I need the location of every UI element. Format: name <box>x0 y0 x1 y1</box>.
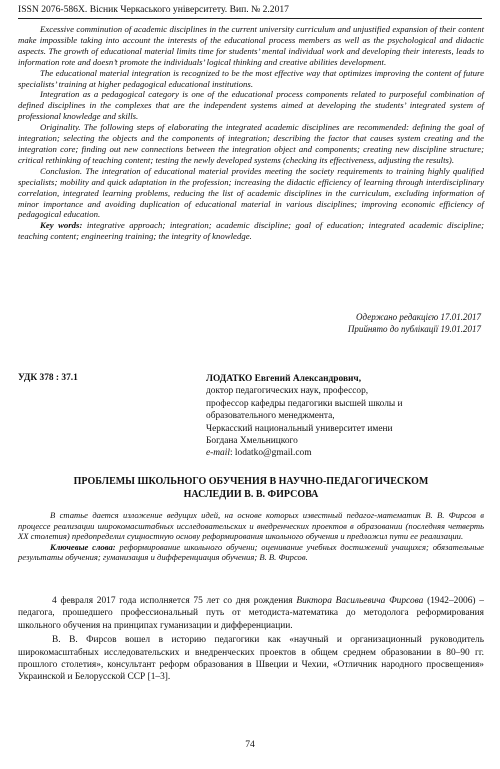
abstract-en-paragraph: Integration as a pedagogical category is one of the educational process components related to purposeful combination of defined disciplines in the complexes that are the independent systems aimed at developing the students’ integrated system of professional knowledge and skills. <box>18 89 484 122</box>
russian-abstract <box>18 510 484 563</box>
keywords-ru <box>18 542 484 563</box>
article-body <box>18 595 484 686</box>
abstract-en-paragraph: Conclusion. The integration of educational material provides meeting the society requirements to training highly qualified specialists; mobility and quick adaptation in the profession; increasing the didactic efficiency of learning through interdisciplinary correlation, integrated learning problems, reducing the list of academic disciplines in the curriculum, excluding information of minor importance and avoiding duplication of educational material in various disciplines; improving economic efficiency of pedagogical education. <box>18 165 484 220</box>
author-block <box>206 373 486 460</box>
keywords-ru-label: Ключевые слова: <box>50 541 116 552</box>
email-link[interactable]: : lodatko@gmail.com <box>229 448 312 459</box>
abstract-en-paragraph: Originality. The following steps of elaborating the integrated academic disciplines are recommended: defining the goal of integration; selecting the objects and the components of integration; describing the factor that causes system creating and the integration core; finding out new connections between the integration object and components; creating new discipline structure; critical rethinking of teaching content; testing the newly developed systems (checking its effectiveness, adjusting the results). <box>18 122 484 165</box>
author-email <box>206 447 486 459</box>
keywords-en-label: Key words: <box>40 220 83 231</box>
article-title <box>18 475 484 501</box>
keywords-en <box>18 220 484 242</box>
abstract-en-paragraph: Excessive comminution of academic disciplines in the current university curriculum and unjustified expansion of their content make impossible taking into account the interests of the educational process members as well as the psychological and didactic aspects. The growth of educational material limits time for students’ mental individual work and developing their interests, leads to information rote and doesn’t promote the individuals’ logical thinking and creative abilities development. <box>18 24 484 67</box>
english-abstract <box>18 24 484 242</box>
article-title-line: НАСЛЕДИИ В. В. ФИРСОВА <box>183 489 319 500</box>
received-date: Одержано редакцією 17.01.2017 <box>356 312 481 322</box>
abstract-en-paragraph: The educational material integration is recognized to be the most effective way that optimizes improving the content of future specialists’ training at higher pedagogical educational institutions. <box>18 67 484 89</box>
author-affiliation-line: образовательного менеджмента, <box>206 411 335 422</box>
running-head: ISSN 2076-586X. Вісник Черкаського університету. Вип. № 2.2017 <box>18 3 482 19</box>
publication-dates <box>181 311 481 335</box>
author-name: ЛОДАТКО Евгений Александрович, <box>206 374 362 384</box>
author-affiliation-line: Богдана Хмельницкого <box>206 436 298 447</box>
body-paragraph: В. В. Фирсов вошел в историю педагогики как «научный и организационный руководитель широкомасштабных исследовательских и внедренческих проектов в общем среднем образовании в 80–90 гг. прошлого столетия», консультант реформ образования в Швеции и Чехии, «Отличник народного просвещения» Украинской и Белорусской ССР [1–3]. <box>18 635 484 683</box>
accepted-date: Прийнято до публікації 19.01.2017 <box>347 324 481 334</box>
udk-code: УДК 378 : 37.1 <box>18 373 78 383</box>
body-text: 4 февраля 2017 года исполняется 75 лет со дня рождения <box>52 596 297 606</box>
author-affiliation-line: доктор педагогических наук, профессор, <box>206 386 369 397</box>
email-label: e-mail <box>206 448 230 459</box>
page-number: 74 <box>245 739 255 750</box>
keywords-ru-text: реформирование школьного обучени; оценивание учебных достижений учащихся; обязательные результаты обучения; гуманизация и дифференциация обучения; В. В. Фирсов. <box>18 541 484 563</box>
body-paragraph <box>18 595 484 632</box>
abstract-ru-paragraph: В статье дается изложение ведущих идей, на основе которых известный педагог-математик В. В. Фирсов в процессе реализации широкомасштабных исследовательских и внедренческих проектов в образовании (последняя четверть XX столетия) предопределил сущностную основу реформирования школьного обучения и предложил пути ее реализации. <box>18 510 484 542</box>
author-affiliation-line: профессор кафедры педагогики высшей школы и <box>206 398 403 409</box>
article-title-line: ПРОБЛЕМЫ ШКОЛЬНОГО ОБУЧЕНИЯ В НАУЧНО-ПЕДАГОГИЧЕСКОМ <box>73 476 429 487</box>
keywords-en-text: integrative approach; integration; academic discipline; goal of education; integrated academic discipline; teaching content; engineering training; the integrity of knowledge. <box>18 220 484 242</box>
person-name: Виктора Васильевича Фирсова <box>296 596 424 606</box>
author-affiliation-line: Черкасский национальный университет имени <box>206 423 393 434</box>
body-text: (1942–2006) – педагога, прошедшего профессиональный путь от методиста-математика до методолога реформирования школьного обучения на принципах гуманизации и дифференциации. <box>18 596 484 631</box>
